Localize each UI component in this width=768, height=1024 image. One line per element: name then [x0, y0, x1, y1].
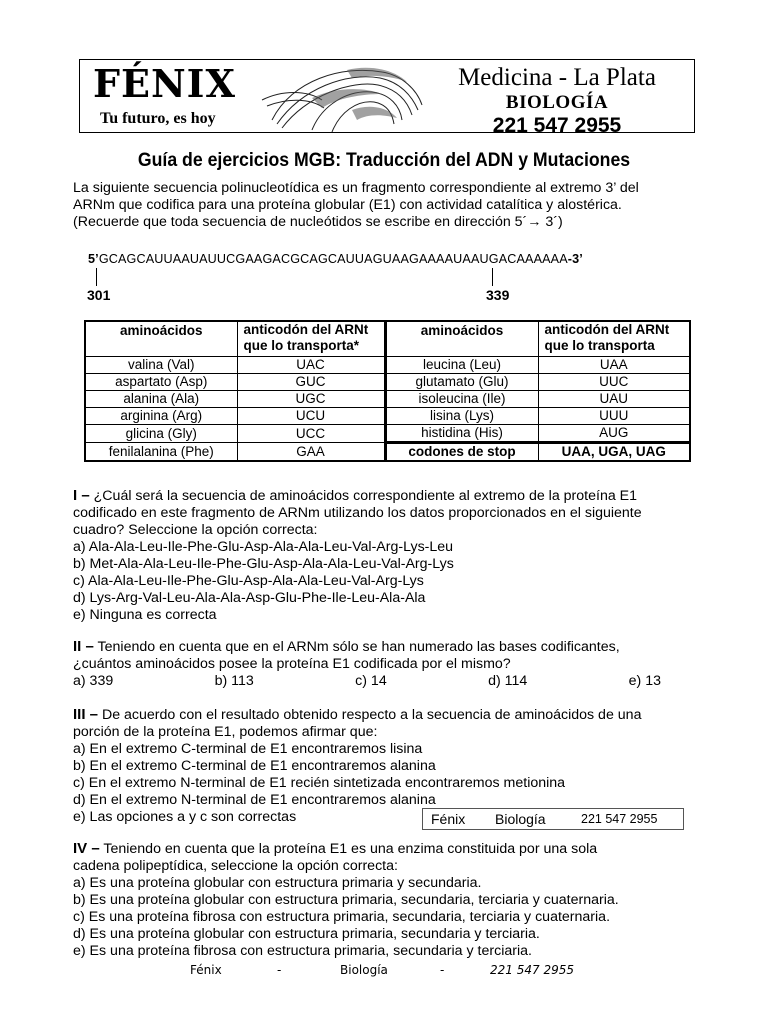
brand-logo: FÉNIX [93, 61, 236, 106]
answer-option[interactable]: c) En el extremo N-terminal de E1 recién sintetizada encontraremos metionina [73, 775, 566, 791]
answer-option[interactable]: b) Met-Ala-Ala-Leu-Ile-Phe-Glu-Asp-Ala-Ala-Leu-Val-Arg-Lys [73, 556, 454, 572]
answer-option[interactable]: c) 14 [355, 673, 387, 689]
answer-option[interactable]: b) Es una proteína globular con estructura primaria, secundaria, terciaria y cuaternaria. [73, 892, 619, 908]
answer-option[interactable]: e) Ninguna es correcta [73, 607, 217, 623]
banner-contact [432, 63, 682, 133]
table-header: anticodón del ARNt que lo transporta* [237, 321, 385, 357]
question-4 [73, 840, 695, 960]
question-text: ¿Cuál será la secuencia de aminoácidos correspondiente al extremo de la proteína E1 [93, 488, 638, 504]
table-cell: aspartato (Asp) [85, 374, 237, 391]
question-text: codificado en este fragmento de ARNm utilizando los datos proporcionados en el siguiente [73, 505, 642, 521]
footer-phone: 221 547 2955 [490, 963, 574, 977]
sequence-end: -3’ [567, 252, 583, 266]
question-text: ¿cuántos aminoácidos posee la proteína E1 codificada por el mismo? [73, 656, 511, 672]
answer-option[interactable]: d) En el extremo N-terminal de E1 encontraremos alanina [73, 792, 436, 808]
table-cell: GAA [237, 443, 385, 462]
table-header: anticodón del ARNt que lo transporta [538, 321, 690, 357]
answer-option[interactable]: e) 13 [628, 673, 661, 689]
table-row [85, 374, 690, 391]
footer-brand: Fénix [190, 963, 222, 977]
table-cell: isoleucina (Ile) [385, 391, 538, 408]
table-cell: UAU [538, 391, 690, 408]
aminoacid-table [84, 320, 691, 462]
table-cell: histidina (His) [385, 425, 538, 443]
table-header: aminoácidos [85, 321, 237, 357]
table-cell: fenilalanina (Phe) [85, 443, 237, 462]
question-text: porción de la proteína E1, podemos afirmar que: [73, 724, 378, 740]
intro-line: (Recuerde que toda secuencia de nucleótidos se escribe en dirección 5´→ 3´) [73, 214, 563, 230]
table-cell: glicina (Gly) [85, 425, 237, 443]
question-1 [73, 487, 695, 624]
position-tick-end [492, 268, 493, 286]
table-cell: valina (Val) [85, 357, 237, 374]
table-cell-stop-codons: UAA, UGA, UAG [538, 443, 690, 462]
sequence-start: 5’ [88, 252, 99, 266]
answer-option[interactable]: b) En el extremo C-terminal de E1 encontraremos alanina [73, 758, 436, 774]
answer-option[interactable]: a) 339 [73, 673, 114, 689]
question-label: IV – [73, 840, 100, 857]
table-cell: UGC [237, 391, 385, 408]
banner-subject: BIOLOGÍA [505, 92, 609, 113]
banner-city: Medicina - La Plata [458, 64, 656, 91]
table-cell: UAC [237, 357, 385, 374]
table-cell: UUU [538, 408, 690, 425]
question-label: II – [73, 638, 94, 655]
footer-separator: - [277, 963, 282, 977]
answer-option[interactable]: e) Las opciones a y c son correctas [73, 809, 297, 825]
header-banner [79, 59, 695, 133]
table-row [85, 443, 690, 462]
answer-option[interactable]: b) 113 [214, 673, 254, 689]
table-cell: lisina (Lys) [385, 408, 538, 425]
answer-option[interactable]: a) En el extremo C-terminal de E1 encontraremos lisina [73, 741, 423, 757]
table-cell: UCC [237, 425, 385, 443]
position-tick-start [96, 268, 97, 286]
question-2 [73, 638, 695, 690]
table-header: aminoácidos [385, 321, 538, 357]
answer-option[interactable]: a) Es una proteína globular con estructura primaria y secundaria. [73, 875, 482, 891]
table-cell-stop-label: codones de stop [385, 443, 538, 462]
table-header-row [85, 321, 690, 357]
table-row [85, 425, 690, 443]
answer-option[interactable]: c) Ala-Ala-Leu-Ile-Phe-Glu-Asp-Ala-Ala-Leu-Val-Arg-Lys [73, 573, 424, 589]
table-cell: GUC [237, 374, 385, 391]
question-text: cuadro? Seleccione la opción correcta: [73, 522, 318, 538]
answer-option[interactable]: a) Ala-Ala-Leu-Ile-Phe-Glu-Asp-Ala-Ala-Leu-Val-Arg-Lys-Leu [73, 539, 454, 555]
watermark-stamp [422, 808, 684, 830]
question-text: Teniendo en cuenta que la proteína E1 es una enzima constituida por una sola [103, 841, 598, 857]
table-cell: AUG [538, 425, 690, 443]
table-cell: UUC [538, 374, 690, 391]
brand-slogan: Tu futuro, es hoy [100, 110, 216, 127]
stamp-phone: 221 547 2955 [581, 812, 658, 826]
question-text: De acuerdo con el resultado obtenido respecto a la secuencia de aminoácidos de una [101, 707, 642, 723]
answer-option[interactable]: d) 114 [488, 673, 528, 689]
position-label-end: 339 [486, 287, 510, 303]
banner-phone: 221 547 2955 [492, 114, 622, 133]
ponytail-illustration [252, 60, 427, 133]
question-label: I – [73, 487, 90, 504]
table-row [85, 391, 690, 408]
intro-paragraph [73, 180, 695, 231]
table-cell: glutamato (Glu) [385, 374, 538, 391]
stamp-brand: Fénix [431, 811, 466, 827]
question-label: III – [73, 706, 99, 723]
answer-option[interactable]: c) Es una proteína fibrosa con estructura primaria, secundaria, terciaria y cuaternaria. [73, 909, 611, 925]
position-label-start: 301 [87, 287, 111, 303]
intro-line: La siguiente secuencia polinucleotídica es un fragmento correspondiente al extremo 3’ del [73, 180, 639, 196]
question-text: cadena polipeptídica, seleccione la opción correcta: [73, 858, 398, 874]
footer-subject: Biología [340, 963, 388, 977]
answer-options-row [73, 673, 661, 690]
table-cell: alanina (Ala) [85, 391, 237, 408]
page-title: Guía de ejercicios MGB: Traducción del ADN y Mutaciones [137, 150, 631, 171]
table-row [85, 357, 690, 374]
table-cell: UCU [237, 408, 385, 425]
stamp-subject: Biología [495, 811, 546, 827]
sequence-bases: GCAGCAUUAAUAUUCGAAGACGCAGCAUUAGUAAGAAAAUAAUGACAAAAAA [98, 252, 568, 266]
table-row [85, 408, 690, 425]
table-cell: arginina (Arg) [85, 408, 237, 425]
answer-option[interactable]: e) Es una proteína fibrosa con estructura primaria, secundaria y terciaria. [73, 943, 532, 959]
mrna-sequence [88, 252, 583, 266]
question-text: Teniendo en cuenta que en el ARNm sólo se han numerado las bases codificantes, [97, 639, 620, 655]
table-cell: UAA [538, 357, 690, 374]
footer-separator: - [440, 963, 445, 977]
table-cell: leucina (Leu) [385, 357, 538, 374]
answer-option[interactable]: d) Es una proteína globular con estructura primaria, secundaria y terciaria. [73, 926, 540, 942]
answer-option[interactable]: d) Lys-Arg-Val-Leu-Ala-Ala-Asp-Glu-Phe-Ile-Leu-Ala-Ala [73, 590, 426, 606]
intro-line: ARNm que codifica para una proteína globular (E1) con actividad catalítica y alostérica. [73, 197, 622, 213]
